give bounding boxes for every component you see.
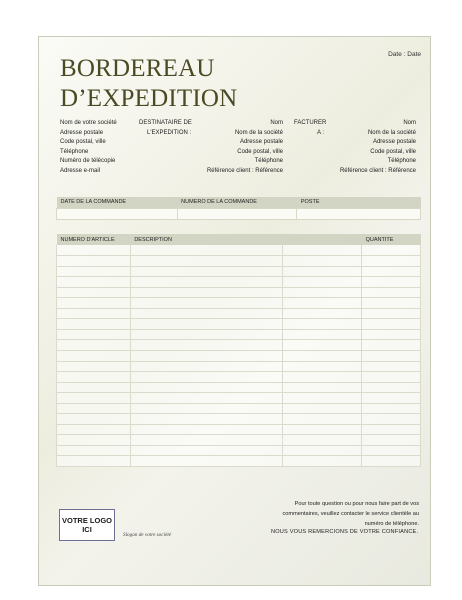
quantity-cell[interactable] [362,266,421,277]
sender-address: Adresse postale [60,129,104,136]
quantity-cell[interactable] [362,256,421,267]
description-cell[interactable] [130,372,283,383]
title-line-1: BORDEREAU [60,55,215,82]
description-cell[interactable] [130,287,283,298]
description-cell[interactable] [130,403,283,414]
sender-phone: Téléphone [60,148,89,155]
description-cell[interactable] [130,340,283,351]
recipient-label-line-1: DESTINATAIRE DE [139,120,192,126]
quantity-header: QUANTITE [362,234,421,245]
blank-cell[interactable] [283,445,362,456]
item-number-cell[interactable] [57,266,131,277]
logo-line-2: ICI [82,525,92,534]
description-cell[interactable] [130,424,283,435]
blank-cell[interactable] [283,424,362,435]
billing-reference: Référence client : Référence [339,167,416,174]
order-number-cell[interactable] [177,208,297,219]
recipient-address: Adresse postale [239,139,283,145]
blank-cell[interactable] [283,435,362,446]
logo-placeholder [59,509,115,541]
item-number-cell[interactable] [57,382,131,393]
description-cell[interactable] [130,393,283,404]
billing-company: Nom de la société [367,129,416,136]
item-number-cell[interactable] [57,245,131,256]
recipient-city: Code postal, ville [237,148,283,155]
item-number-cell[interactable] [57,414,131,425]
item-number-cell[interactable] [57,298,131,309]
recipient-name: Nom [270,120,283,126]
logo-line-1: VOTRE LOGO [61,516,112,525]
quantity-cell[interactable] [362,372,421,383]
item-number-cell[interactable] [57,456,131,467]
table-row [57,277,421,288]
blank-cell[interactable] [283,256,362,267]
billing-city: Code postal, ville [370,148,416,155]
table-row [57,414,421,425]
recipient-company: Nom de la société [234,129,283,136]
item-number-cell[interactable] [57,277,131,288]
item-number-cell[interactable] [57,308,131,319]
recipient-block [199,119,283,176]
description-cell[interactable] [130,456,283,467]
recipient-reference: Référence client : Référence [206,167,283,174]
quantity-cell[interactable] [362,350,421,361]
thanks-text: NOUS VOUS REMERCIONS DE VOTRE CONFIANCE. [271,529,419,535]
quantity-cell[interactable] [362,435,421,446]
quantity-cell[interactable] [362,414,421,425]
quantity-cell[interactable] [362,403,421,414]
table-row [57,456,421,467]
title-line-2: D’EXPEDITION [60,85,238,112]
item-number-cell[interactable] [57,340,131,351]
table-row [57,350,421,361]
item-number-cell[interactable] [57,403,131,414]
date-line: Date : Date [388,51,421,58]
page-title [60,54,237,114]
description-cell[interactable] [130,319,283,330]
blank-cell[interactable] [283,340,362,351]
billing-block [319,119,416,176]
sender-fax: Numéro de télécopie [60,158,116,164]
table-row [57,287,421,298]
quantity-cell[interactable] [362,361,421,372]
description-cell[interactable] [130,256,283,267]
order-number-header: NUMERO DE LA COMMANDE [177,197,297,208]
description-cell[interactable] [130,350,283,361]
table-row [57,308,421,319]
blank-cell[interactable] [283,456,362,467]
description-cell[interactable] [130,329,283,340]
sender-block [60,119,117,176]
order-date-cell[interactable] [57,208,178,219]
description-cell[interactable] [130,382,283,393]
item-number-cell[interactable] [57,393,131,404]
blank-cell[interactable] [283,403,362,414]
billing-label-line-2: A : [317,129,325,136]
quantity-cell[interactable] [362,319,421,330]
blank-cell[interactable] [283,277,362,288]
quantity-cell[interactable] [362,277,421,288]
quantity-cell[interactable] [362,308,421,319]
table-row [57,372,421,383]
item-number-cell[interactable] [57,435,131,446]
description-header: DESCRIPTION [130,234,283,245]
blank-cell[interactable] [283,382,362,393]
item-number-cell[interactable] [57,256,131,267]
billing-address: Adresse postale [372,139,416,145]
item-rows [57,245,421,466]
items-table [56,234,421,467]
item-number-cell[interactable] [57,424,131,435]
blank-cell[interactable] [283,287,362,298]
table-row [57,361,421,372]
description-cell[interactable] [130,298,283,309]
table-row [57,435,421,446]
order-date-header: DATE DE LA COMMANDE [57,197,178,208]
blank-header [283,234,362,245]
description-cell[interactable] [130,266,283,277]
blank-cell[interactable] [283,245,362,256]
order-table [56,197,421,220]
quantity-cell[interactable] [362,456,421,467]
quantity-cell[interactable] [362,287,421,298]
billing-name: Nom [403,120,416,126]
quantity-cell[interactable] [362,245,421,256]
item-number-cell[interactable] [57,361,131,372]
recipient-label [139,119,192,138]
quantity-cell[interactable] [362,424,421,435]
table-row [57,298,421,309]
description-cell[interactable] [130,308,283,319]
item-number-cell[interactable] [57,445,131,456]
table-row [57,445,421,456]
table-row [57,424,421,435]
table-row [57,393,421,404]
table-row [57,382,421,393]
table-row [57,245,421,256]
billing-phone: Téléphone [387,158,416,164]
blank-cell[interactable] [283,329,362,340]
item-number-cell[interactable] [57,319,131,330]
description-cell[interactable] [130,435,283,446]
table-row [57,403,421,414]
document-frame [38,36,431,586]
company-slogan: Slogan de votre société [123,532,172,538]
item-number-cell[interactable] [57,372,131,383]
item-number-cell[interactable] [57,287,131,298]
contact-text: Pour toute question ou pour nous faire part de vos commentaires, veuillez contacter le service clientèle au numéro de téléphone. [282,501,419,527]
blank-cell[interactable] [283,414,362,425]
recipient-phone: Téléphone [254,158,283,164]
table-row [57,266,421,277]
item-number-header: NUMERO D'ARTICLE [57,234,131,245]
description-cell[interactable] [130,361,283,372]
item-number-cell[interactable] [57,350,131,361]
sender-email: Adresse e-mail [60,167,101,174]
table-row [57,319,421,330]
table-row [57,340,421,351]
quantity-cell[interactable] [362,329,421,340]
description-cell[interactable] [130,414,283,425]
blank-cell[interactable] [283,361,362,372]
table-row [57,329,421,340]
order-post-cell[interactable] [297,208,421,219]
description-cell[interactable] [130,245,283,256]
blank-cell[interactable] [283,308,362,319]
billing-label-line-1: FACTURER [294,120,327,126]
blank-cell[interactable] [283,393,362,404]
sender-city: Code postal, ville [60,139,106,145]
blank-cell[interactable] [283,266,362,277]
quantity-cell[interactable] [362,340,421,351]
recipient-label-line-2: L'EXPEDITION : [147,129,192,136]
blank-cell[interactable] [283,372,362,383]
order-post-header: POSTE [297,197,421,208]
blank-cell[interactable] [283,350,362,361]
blank-cell[interactable] [283,298,362,309]
quantity-cell[interactable] [362,393,421,404]
quantity-cell[interactable] [362,445,421,456]
blank-cell[interactable] [283,319,362,330]
description-cell[interactable] [130,277,283,288]
item-number-cell[interactable] [57,329,131,340]
description-cell[interactable] [130,445,283,456]
sender-company: Nom de votre société [60,120,117,126]
table-row [57,256,421,267]
quantity-cell[interactable] [362,382,421,393]
quantity-cell[interactable] [362,298,421,309]
